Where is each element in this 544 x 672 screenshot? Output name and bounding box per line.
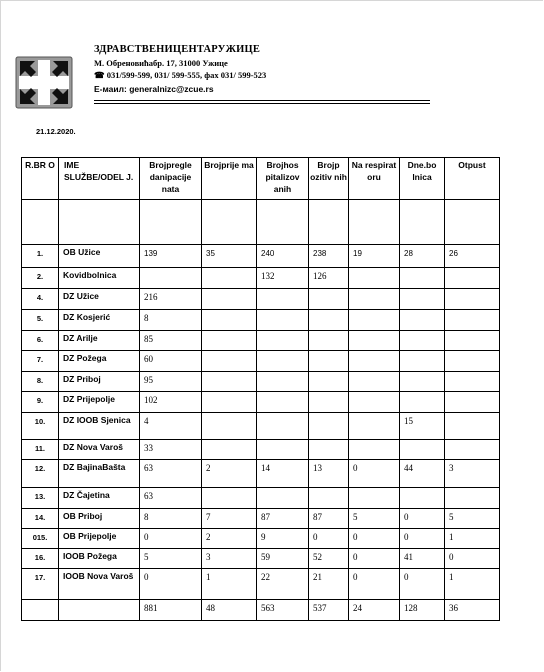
column-header: Brojhos pitalizov anih	[257, 158, 309, 200]
value-cell	[202, 331, 257, 351]
row-number: 5.	[22, 310, 59, 331]
value-cell	[400, 310, 445, 331]
totals-row	[22, 600, 500, 621]
report-table	[21, 157, 500, 621]
organization-email: Е-маил: generalnizc@zcue.rs	[94, 84, 214, 94]
value-cell	[202, 310, 257, 331]
value-cell: 238	[309, 245, 349, 268]
value-cell	[445, 310, 500, 331]
value-cell: 3	[202, 549, 257, 569]
value-cell: 87	[309, 509, 349, 529]
value-cell: 0	[349, 529, 400, 549]
value-cell	[445, 488, 500, 509]
total-cell: 48	[202, 600, 257, 621]
value-cell	[309, 310, 349, 331]
row-number: 9.	[22, 392, 59, 413]
value-cell: 0	[349, 460, 400, 488]
value-cell: 15	[400, 413, 445, 440]
value-cell	[309, 331, 349, 351]
table-header-row	[22, 158, 500, 200]
value-cell	[400, 289, 445, 310]
total-cell: 881	[140, 600, 202, 621]
value-cell: 0	[445, 549, 500, 569]
value-cell	[445, 331, 500, 351]
value-cell: 0	[349, 549, 400, 569]
column-header: Dne.bo lnica	[400, 158, 445, 200]
empty-spacer-row	[22, 200, 500, 245]
value-cell: 33	[140, 440, 202, 460]
value-cell	[140, 268, 202, 289]
table-row	[22, 245, 500, 268]
value-cell	[400, 488, 445, 509]
value-cell	[400, 392, 445, 413]
value-cell: 7	[202, 509, 257, 529]
table-row	[22, 529, 500, 549]
value-cell	[445, 413, 500, 440]
service-name: DZ Užice	[59, 289, 140, 310]
value-cell: 3	[445, 460, 500, 488]
service-name: Kovidbolnica	[59, 268, 140, 289]
table-row	[22, 310, 500, 331]
value-cell: 87	[257, 509, 309, 529]
value-cell: 0	[400, 529, 445, 549]
value-cell: 9	[257, 529, 309, 549]
table-body	[22, 200, 500, 621]
value-cell: 35	[202, 245, 257, 268]
service-name: OB Priboj	[59, 509, 140, 529]
value-cell	[257, 440, 309, 460]
value-cell: 19	[349, 245, 400, 268]
value-cell	[202, 413, 257, 440]
value-cell	[309, 440, 349, 460]
row-number: 015.	[22, 529, 59, 549]
table-row	[22, 460, 500, 488]
value-cell: 14	[257, 460, 309, 488]
value-cell	[257, 392, 309, 413]
value-cell	[349, 331, 400, 351]
value-cell	[309, 372, 349, 392]
value-cell: 41	[400, 549, 445, 569]
column-header: Brojp ozitiv nih	[309, 158, 349, 200]
service-name: DZ Čajetina	[59, 488, 140, 509]
empty-cell	[22, 600, 59, 621]
value-cell: 59	[257, 549, 309, 569]
row-number: 7.	[22, 351, 59, 372]
table-row	[22, 549, 500, 569]
table-row	[22, 440, 500, 460]
service-name: OB Prijepolje	[59, 529, 140, 549]
row-number: 1.	[22, 245, 59, 268]
value-cell: 21	[309, 569, 349, 600]
value-cell	[202, 392, 257, 413]
service-name: DZ Požega	[59, 351, 140, 372]
total-cell: 36	[445, 600, 500, 621]
value-cell: 8	[140, 310, 202, 331]
value-cell	[349, 372, 400, 392]
row-number: 2.	[22, 268, 59, 289]
service-name: DZ Nova Varoš	[59, 440, 140, 460]
value-cell: 63	[140, 460, 202, 488]
value-cell	[309, 413, 349, 440]
value-cell: 4	[140, 413, 202, 440]
table-row	[22, 331, 500, 351]
value-cell	[257, 289, 309, 310]
header-rule-thin	[94, 103, 430, 104]
value-cell: 2	[202, 529, 257, 549]
report-date: 21.12.2020.	[36, 127, 76, 136]
row-number: 10.	[22, 413, 59, 440]
column-header: Brojpregle danipacije nata	[140, 158, 202, 200]
service-name: DZ Priboj	[59, 372, 140, 392]
value-cell	[202, 289, 257, 310]
value-cell	[309, 289, 349, 310]
value-cell	[257, 372, 309, 392]
row-number: 6.	[22, 331, 59, 351]
value-cell: 0	[400, 509, 445, 529]
service-name: DZ Kosjerić	[59, 310, 140, 331]
value-cell	[257, 488, 309, 509]
value-cell	[202, 372, 257, 392]
value-cell: 44	[400, 460, 445, 488]
value-cell: 63	[140, 488, 202, 509]
service-name: DZ IOOB Sjenica	[59, 413, 140, 440]
value-cell: 8	[140, 509, 202, 529]
value-cell: 102	[140, 392, 202, 413]
total-cell: 24	[349, 600, 400, 621]
value-cell: 28	[400, 245, 445, 268]
value-cell	[309, 392, 349, 413]
value-cell	[309, 488, 349, 509]
row-number: 14.	[22, 509, 59, 529]
value-cell	[257, 310, 309, 331]
value-cell: 1	[202, 569, 257, 600]
value-cell	[400, 351, 445, 372]
value-cell	[349, 440, 400, 460]
value-cell	[257, 351, 309, 372]
table-row	[22, 392, 500, 413]
service-name: OB Užice	[59, 245, 140, 268]
value-cell: 95	[140, 372, 202, 392]
table-row	[22, 569, 500, 600]
health-center-logo	[15, 56, 73, 109]
value-cell: 132	[257, 268, 309, 289]
table-row	[22, 488, 500, 509]
value-cell	[400, 331, 445, 351]
value-cell: 0	[349, 569, 400, 600]
value-cell: 60	[140, 351, 202, 372]
value-cell	[349, 310, 400, 331]
value-cell	[445, 268, 500, 289]
table-row	[22, 351, 500, 372]
organization-name: ЗДРАВСТВЕНИЦЕНТАРУЖИЦЕ	[94, 44, 261, 55]
value-cell	[202, 440, 257, 460]
value-cell	[257, 331, 309, 351]
value-cell	[445, 351, 500, 372]
value-cell	[349, 351, 400, 372]
row-number: 13.	[22, 488, 59, 509]
value-cell	[309, 351, 349, 372]
value-cell: 52	[309, 549, 349, 569]
organization-address: М. Обреновићабр. 17, 31000 Ужице	[94, 58, 228, 68]
service-name: DZ BajinaBašta	[59, 460, 140, 488]
value-cell	[202, 268, 257, 289]
organization-phones: ☎ 031/599-599, 031/ 599-555, фах 031/ 599-523	[94, 70, 267, 80]
value-cell: 1	[445, 569, 500, 600]
value-cell: 126	[309, 268, 349, 289]
value-cell	[400, 268, 445, 289]
row-number: 4.	[22, 289, 59, 310]
service-name: IOOB Požega	[59, 549, 140, 569]
table-row	[22, 372, 500, 392]
row-number: 16.	[22, 549, 59, 569]
service-name: DZ Prijepolje	[59, 392, 140, 413]
column-header: Na respirat oru	[349, 158, 400, 200]
value-cell: 85	[140, 331, 202, 351]
value-cell: 5	[140, 549, 202, 569]
value-cell: 5	[349, 509, 400, 529]
value-cell	[445, 392, 500, 413]
value-cell: 0	[400, 569, 445, 600]
value-cell: 0	[140, 529, 202, 549]
value-cell	[349, 392, 400, 413]
value-cell	[349, 488, 400, 509]
value-cell: 0	[140, 569, 202, 600]
value-cell: 240	[257, 245, 309, 268]
value-cell: 139	[140, 245, 202, 268]
value-cell	[349, 268, 400, 289]
row-number: 17.	[22, 569, 59, 600]
value-cell	[445, 372, 500, 392]
column-header: Brojprije ma	[202, 158, 257, 200]
table-row	[22, 509, 500, 529]
column-header: R.BR O	[22, 158, 59, 200]
total-cell: 128	[400, 600, 445, 621]
value-cell	[349, 289, 400, 310]
value-cell: 0	[309, 529, 349, 549]
value-cell: 2	[202, 460, 257, 488]
column-header: Otpust	[445, 158, 500, 200]
table-row	[22, 268, 500, 289]
column-header: IME SLUŽBE/ODEL J.	[59, 158, 140, 200]
value-cell	[349, 413, 400, 440]
value-cell: 22	[257, 569, 309, 600]
row-number: 12.	[22, 460, 59, 488]
value-cell	[400, 372, 445, 392]
value-cell	[257, 413, 309, 440]
row-number: 8.	[22, 372, 59, 392]
value-cell: 216	[140, 289, 202, 310]
value-cell: 1	[445, 529, 500, 549]
service-name: IOOB Nova Varoš	[59, 569, 140, 600]
value-cell: 26	[445, 245, 500, 268]
header-rule-thick	[94, 100, 430, 101]
value-cell	[445, 440, 500, 460]
total-cell: 537	[309, 600, 349, 621]
value-cell: 13	[309, 460, 349, 488]
row-number: 11.	[22, 440, 59, 460]
total-cell: 563	[257, 600, 309, 621]
value-cell	[202, 351, 257, 372]
value-cell	[400, 440, 445, 460]
value-cell: 5	[445, 509, 500, 529]
value-cell	[202, 488, 257, 509]
table-row	[22, 413, 500, 440]
service-name: DZ Arilje	[59, 331, 140, 351]
value-cell	[445, 289, 500, 310]
empty-cell	[59, 600, 140, 621]
table-row	[22, 289, 500, 310]
